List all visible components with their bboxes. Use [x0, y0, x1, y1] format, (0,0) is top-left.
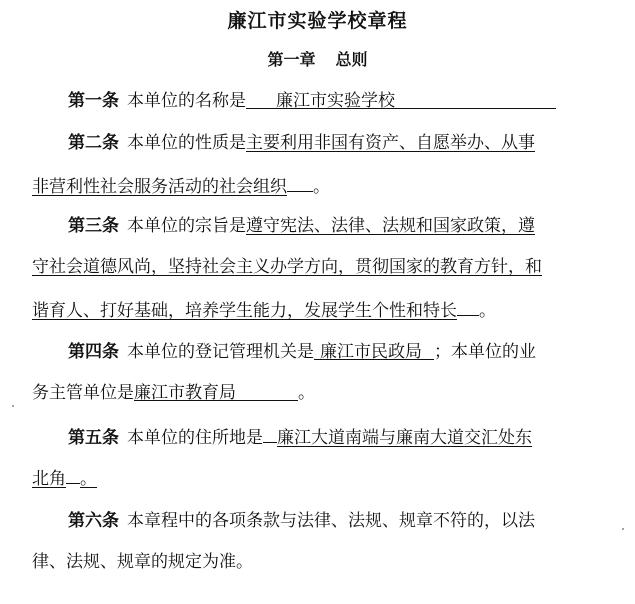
article-5-line-1: [68, 424, 532, 449]
article-6-line-2: [32, 551, 253, 573]
article-2-value-line-2: 非营利性社会服务活动的社会组织: [32, 177, 287, 197]
document-title: 廉江市实验学校章程: [227, 10, 408, 32]
article-4-end: 。: [298, 383, 315, 403]
article-5-end: 。: [80, 469, 97, 489]
article-3-value-line-2: 守社会道德风尚，坚持社会主义办学方向，贯彻国家的教育方针，和: [32, 257, 542, 277]
chapter-name: 总则: [335, 50, 368, 69]
article-4-lead: 本单位的登记管理机关是: [127, 342, 314, 362]
article-4-value-1: 廉江市民政局: [320, 342, 422, 362]
article-3-value-line-1: 遵守宪法、法律、法规和国家政策，遵: [246, 216, 535, 236]
article-3-line-1: [68, 215, 535, 237]
article-1-value-field: [246, 90, 556, 109]
article-2-line-2: [32, 173, 330, 198]
article-2-blank: [287, 173, 313, 192]
article-6-line-1: [68, 510, 535, 532]
article-4-line-1: [68, 341, 536, 363]
article-3-value-line-3: 谐育人、打好基础，培养学生能力，发展学生个性和特长: [32, 301, 457, 321]
article-2-label: 第二条: [68, 133, 119, 153]
article-6-text-line-1: 本章程中的各项条款与法律、法规、规章不符的，以法: [127, 511, 535, 531]
article-1-lead: 本单位的名称是: [127, 91, 246, 111]
article-6-label: 第六条: [68, 511, 119, 531]
article-4-value-1-field: [314, 341, 434, 360]
article-3-blank: [457, 297, 479, 316]
article-4-mid: ；本单位的业: [434, 342, 536, 362]
article-5-label: 第五条: [68, 428, 119, 448]
article-3-lead: 本单位的宗旨是: [127, 216, 246, 236]
article-3-label: 第三条: [68, 216, 119, 236]
article-5-value-line-2: 北角: [32, 469, 66, 489]
article-1-value: 廉江市实验学校: [276, 91, 395, 111]
scan-speck: [12, 405, 14, 407]
article-2-value-line-1: 主要利用非国有资产、自愿举办、从事: [246, 133, 535, 153]
article-1: [68, 90, 556, 112]
scan-speck: [622, 528, 624, 530]
article-3-end: 。: [479, 301, 496, 321]
article-5-value-line-1: 廉江大道南端与廉南大道交汇处东: [277, 428, 532, 448]
article-4-line-2-lead: 务主管单位是: [32, 383, 134, 403]
article-4-label: 第四条: [68, 342, 119, 362]
article-3-line-2: [32, 256, 542, 278]
article-4-value-2: 廉江市教育局: [134, 383, 236, 403]
article-1-label: 第一条: [68, 91, 119, 111]
article-4-value-2-field: [134, 382, 298, 401]
article-5-line-2: [32, 465, 97, 490]
article-6-text-line-2: 律、法规、规章的规定为准。: [32, 552, 253, 572]
chapter-heading: [0, 47, 635, 70]
chapter-number: 第一章: [267, 50, 316, 69]
article-3-line-3: [32, 297, 496, 322]
article-2-end: 。: [313, 177, 330, 197]
article-5-lead: 本单位的住所地是: [127, 428, 263, 448]
article-2-line-1: [68, 132, 535, 154]
article-4-line-2: [32, 382, 315, 404]
article-2-lead: 本单位的性质是: [127, 133, 246, 153]
